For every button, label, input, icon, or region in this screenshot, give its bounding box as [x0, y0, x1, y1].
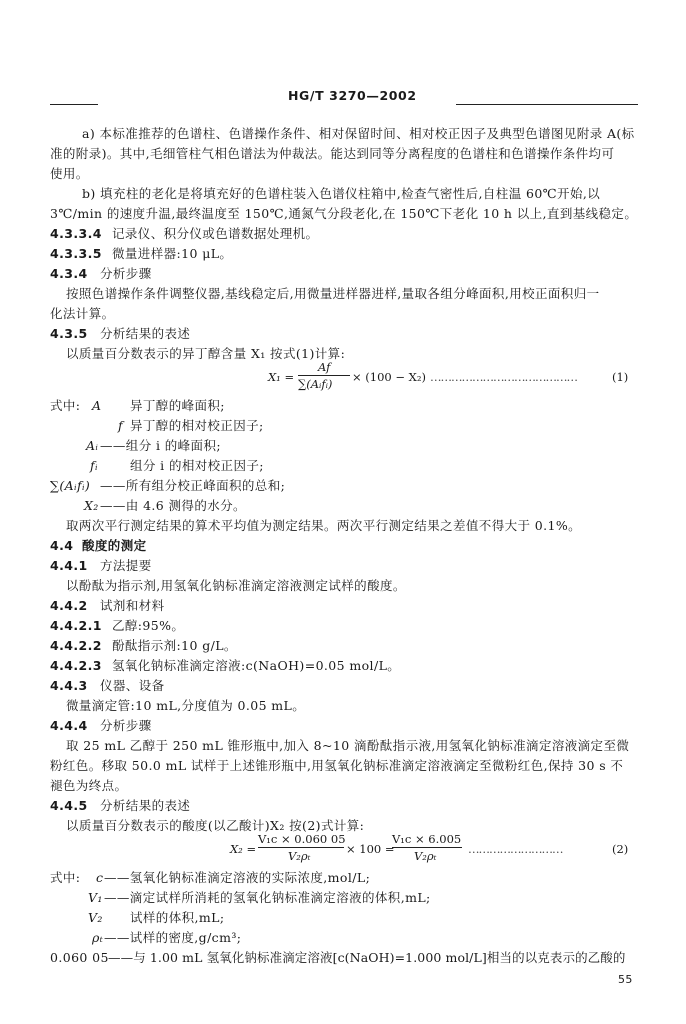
- section-number: 4.3.3.5: [50, 246, 102, 261]
- paragraph-b-line1: b) 填充柱的老化是将填充好的色谱柱装入色谱仪柱箱中,检查气密性后,自柱温 60℃开始,以: [82, 186, 601, 201]
- section-number: 4.4.2: [50, 598, 88, 613]
- eq2-number: (2): [612, 842, 629, 856]
- paragraph-f: 以酚酞为指示剂,用氢氧化钠标准滴定溶液测定试样的酸度。: [66, 578, 406, 593]
- paragraph-h-line2: 粉红色。移取 50.0 mL 试样于上述锥形瓶中,用氢氧化钠标准滴定溶液滴定至微粉红色,保持 30 s 不: [50, 758, 624, 773]
- variable-symbol: c: [96, 870, 104, 885]
- section-number: 4.4.2.3: [50, 658, 102, 673]
- paragraph-e: 取两次平行测定结果的算术平均值为测定结果。两次平行测定结果之差值不得大于 0.1%。: [66, 518, 582, 533]
- variable-symbol: ∑(Aᵢfᵢ): [50, 478, 91, 493]
- paragraph-a-line1: a) 本标准推荐的色谱柱、色谱操作条件、相对保留时间、相对校正因子及典型色谱图见附录 A(标: [82, 126, 635, 141]
- section-text: 氢氧化钠标准滴定溶液:c(NaOH)=0.05 mol/L。: [112, 658, 401, 673]
- variable-desc: ——氢氧化钠标准滴定溶液的实际浓度,mol/L;: [104, 870, 371, 885]
- variable-desc: ——由 4.6 测得的水分。: [100, 498, 246, 513]
- variable-symbol: A: [92, 398, 102, 413]
- paragraph-h-line1: 取 25 mL 乙醇于 250 mL 锥形瓶中,加入 8~10 滴酚酞指示液,用氢氧化钠标准滴定溶液滴定至微: [66, 738, 630, 753]
- header-rule-right: [456, 104, 638, 105]
- variable-desc: ——滴定试样所消耗的氢氧化钠标准滴定溶液的体积,mL;: [104, 890, 431, 905]
- variable-desc: ——组分 i 的峰面积;: [100, 438, 221, 453]
- section-number: 4.4.3: [50, 678, 88, 693]
- section-number: 4.4.2.1: [50, 618, 102, 633]
- section-heading: 分析步骤: [100, 718, 152, 733]
- variable-desc: 组分 i 的相对校正因子;: [130, 458, 264, 473]
- section-heading: 方法提要: [100, 558, 152, 573]
- eq1-leader-dots: ……………………………………: [430, 370, 577, 384]
- eq2-denominator-2: V₂ρₜ: [414, 849, 437, 863]
- section-number: 4.3.5: [50, 326, 88, 341]
- section-number: 4.4.4: [50, 718, 88, 733]
- section-heading: 仪器、设备: [100, 678, 165, 693]
- paragraph-b-line2: 3℃/min 的速度升温,最终温度至 150℃,通氮气分段老化,在 150℃下老化 10 h 以上,直到基线稳定。: [50, 206, 638, 221]
- section-number: 4.4.1: [50, 558, 88, 573]
- section-heading: 分析结果的表述: [100, 326, 191, 341]
- section-number: 4.3.3.4: [50, 226, 102, 241]
- variable-symbol: fᵢ: [90, 458, 98, 473]
- paragraph-h-line3: 褪色为终点。: [50, 778, 128, 793]
- eq2-fraction-bar-2: [392, 847, 462, 848]
- eq1-fraction-bar: [298, 375, 350, 376]
- section-heading: 试剂和材料: [100, 598, 165, 613]
- where-label: 式中:: [50, 398, 81, 413]
- paragraph-d: 以质量百分数表示的异丁醇含量 X₁ 按式(1)计算:: [66, 346, 346, 361]
- variable-desc: ——与 1.00 mL 氢氧化钠标准滴定溶液[c(NaOH)=1.000 mol/L]相当的以克表示的乙酸的: [108, 950, 626, 965]
- variable-symbol: 0.060 05: [50, 950, 109, 965]
- section-heading: 分析步骤: [100, 266, 152, 281]
- page-number: 55: [618, 973, 633, 986]
- variable-desc: ——试样的密度,g/cm³;: [104, 930, 242, 945]
- paragraph-i: 以质量百分数表示的酸度(以乙酸计)X₂ 按(2)式计算:: [66, 818, 365, 833]
- section-number: 4.4: [50, 538, 74, 553]
- paragraph-g: 微量滴定管:10 mL,分度值为 0.05 mL。: [66, 698, 306, 713]
- section-text: 乙醇:95%。: [112, 618, 185, 633]
- document-code: HG/T 3270—2002: [288, 88, 417, 103]
- section-number: 4.4.2.2: [50, 638, 102, 653]
- variable-desc: 试样的体积,mL;: [130, 910, 225, 925]
- header-rule-left: [50, 104, 98, 105]
- variable-symbol: f: [118, 418, 124, 433]
- eq1-rest: × (100 − X₂): [352, 370, 426, 384]
- section-number: 4.3.4: [50, 266, 88, 281]
- paragraph-a-line3: 使用。: [50, 166, 89, 181]
- paragraph-a-line2: 准的附录)。其中,毛细管柱气相色谱法为仲裁法。能达到同等分离程度的色谱柱和色谱操作条件均可: [50, 146, 615, 161]
- variable-desc: 异丁醇的相对校正因子;: [130, 418, 264, 433]
- paragraph-c-line2: 化法计算。: [50, 306, 115, 321]
- eq1-number: (1): [612, 370, 629, 384]
- section-text: 酚酞指示剂:10 g/L。: [112, 638, 237, 653]
- eq2-denominator-1: V₂ρₜ: [288, 849, 311, 863]
- variable-symbol: Aᵢ: [86, 438, 99, 453]
- eq2-leader-dots: ………………………: [468, 842, 563, 856]
- equation-1: [0, 360, 686, 396]
- section-heading: 分析结果的表述: [100, 798, 191, 813]
- eq2-mid: × 100 =: [346, 842, 395, 856]
- equation-2: [0, 832, 686, 868]
- variable-desc: 异丁醇的峰面积;: [130, 398, 225, 413]
- section-text: 记录仪、积分仪或色谱数据处理机。: [112, 226, 319, 241]
- where-label: 式中:: [50, 870, 81, 885]
- section-number: 4.4.5: [50, 798, 88, 813]
- eq2-fraction-bar-1: [258, 847, 344, 848]
- eq1-denominator: ∑(Aᵢfᵢ): [298, 377, 333, 391]
- paragraph-c-line1: 按照色谱操作条件调整仪器,基线稳定后,用微量进样器进样,量取各组分峰面积,用校正面积归一: [66, 286, 600, 301]
- variable-desc: ——所有组分校正峰面积的总和;: [100, 478, 286, 493]
- variable-symbol: X₂: [84, 498, 99, 513]
- variable-symbol: V₁: [88, 890, 103, 905]
- section-text: 微量进样器:10 μL。: [112, 246, 233, 261]
- eq2-numerator-2: V₁c × 6.005: [392, 832, 462, 846]
- eq1-lhs: X₁ =: [268, 370, 295, 384]
- eq1-numerator: Af: [318, 360, 331, 374]
- eq2-lhs: X₂ =: [230, 842, 257, 856]
- variable-symbol: V₂: [88, 910, 103, 925]
- variable-symbol: ρₜ: [92, 930, 104, 945]
- eq2-numerator-1: V₁c × 0.060 05: [258, 832, 346, 846]
- section-heading: 酸度的测定: [82, 538, 147, 553]
